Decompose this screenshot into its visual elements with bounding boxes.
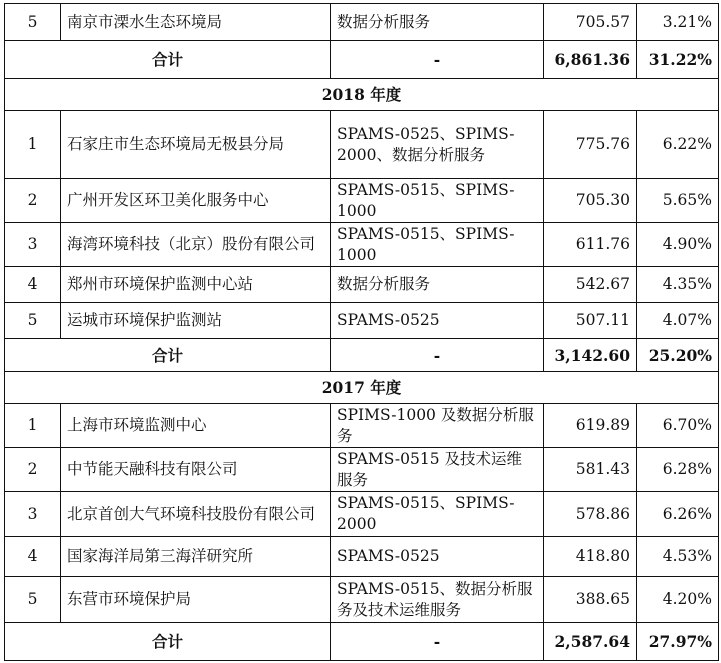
sales-ratio: 5.65% <box>637 179 719 223</box>
total-content: - <box>331 339 544 372</box>
table-row <box>5 537 719 577</box>
sales-amount: 418.80 <box>544 537 637 577</box>
row-number: 4 <box>5 267 61 303</box>
sales-amount: 507.11 <box>544 303 637 339</box>
sales-content: 数据分析服务 <box>331 267 544 303</box>
row-number: 5 <box>5 577 61 623</box>
sales-content: SPAMS-0515、SPIMS-1000 <box>331 223 544 267</box>
customer-sales-table <box>4 3 719 661</box>
year-header-row <box>5 372 719 404</box>
customer-name: 上海市环境监测中心 <box>61 404 331 448</box>
sales-ratio: 6.26% <box>637 492 719 537</box>
sales-ratio: 6.70% <box>637 404 719 448</box>
total-content: - <box>331 623 544 661</box>
table-row <box>5 448 719 492</box>
total-label: 合计 <box>5 41 331 79</box>
sales-ratio: 4.53% <box>637 537 719 577</box>
sales-content: SPAMS-0515、SPIMS-1000 <box>331 179 544 223</box>
sales-content: 数据分析服务 <box>331 4 544 41</box>
sales-amount: 619.89 <box>544 404 637 448</box>
sales-content: SPAMS-0525、SPIMS-2000、数据分析服务 <box>331 111 544 179</box>
total-label: 合计 <box>5 623 331 661</box>
sales-ratio: 6.28% <box>637 448 719 492</box>
table-row <box>5 303 719 339</box>
sales-ratio: 4.35% <box>637 267 719 303</box>
sales-amount: 578.86 <box>544 492 637 537</box>
total-ratio: 25.20% <box>637 339 719 372</box>
table-row <box>5 267 719 303</box>
sales-content: SPIMS-1000 及数据分析服务 <box>331 404 544 448</box>
row-number: 5 <box>5 4 61 41</box>
customer-name: 北京首创大气环境科技股份有限公司 <box>61 492 331 537</box>
sales-amount: 611.76 <box>544 223 637 267</box>
sales-ratio: 3.21% <box>637 4 719 41</box>
total-amount: 2,587.64 <box>544 623 637 661</box>
sales-content: SPAMS-0515 及技术运维服务 <box>331 448 544 492</box>
table-row <box>5 179 719 223</box>
sales-amount: 581.43 <box>544 448 637 492</box>
row-number: 4 <box>5 537 61 577</box>
row-number: 3 <box>5 223 61 267</box>
customer-name: 南京市溧水生态环境局 <box>61 4 331 41</box>
total-label: 合计 <box>5 339 331 372</box>
row-number: 3 <box>5 492 61 537</box>
sales-amount: 775.76 <box>544 111 637 179</box>
sales-content: SPAMS-0525 <box>331 537 544 577</box>
year-label: 2017 年度 <box>5 372 719 404</box>
customer-name: 海湾环境科技（北京）股份有限公司 <box>61 223 331 267</box>
sales-amount: 388.65 <box>544 577 637 623</box>
total-amount: 3,142.60 <box>544 339 637 372</box>
total-amount: 6,861.36 <box>544 41 637 79</box>
sales-amount: 705.30 <box>544 179 637 223</box>
table-row <box>5 492 719 537</box>
total-row <box>5 339 719 372</box>
total-ratio: 27.97% <box>637 623 719 661</box>
sales-amount: 705.57 <box>544 4 637 41</box>
customer-name: 中节能天融科技有限公司 <box>61 448 331 492</box>
sales-ratio: 4.20% <box>637 577 719 623</box>
customer-name: 东营市环境保护局 <box>61 577 331 623</box>
row-number: 1 <box>5 404 61 448</box>
customer-name: 广州开发区环卫美化服务中心 <box>61 179 331 223</box>
customer-name: 石家庄市生态环境局无极县分局 <box>61 111 331 179</box>
sales-content: SPAMS-0515、数据分析服务及技术运维服务 <box>331 577 544 623</box>
table-row <box>5 111 719 179</box>
row-number: 2 <box>5 448 61 492</box>
total-ratio: 31.22% <box>637 41 719 79</box>
row-number: 2 <box>5 179 61 223</box>
customer-name: 国家海洋局第三海洋研究所 <box>61 537 331 577</box>
table-row <box>5 4 719 41</box>
table-row <box>5 577 719 623</box>
sales-content: SPAMS-0515、SPIMS-2000 <box>331 492 544 537</box>
sales-ratio: 4.07% <box>637 303 719 339</box>
year-label: 2018 年度 <box>5 79 719 111</box>
customer-name: 运城市环境保护监测站 <box>61 303 331 339</box>
customer-name: 郑州市环境保护监测中心站 <box>61 267 331 303</box>
sales-ratio: 4.90% <box>637 223 719 267</box>
total-row <box>5 623 719 661</box>
row-number: 1 <box>5 111 61 179</box>
row-number: 5 <box>5 303 61 339</box>
sales-amount: 542.67 <box>544 267 637 303</box>
table-row <box>5 223 719 267</box>
sales-ratio: 6.22% <box>637 111 719 179</box>
total-row <box>5 41 719 79</box>
sales-content: SPAMS-0525 <box>331 303 544 339</box>
table-row <box>5 404 719 448</box>
year-header-row <box>5 79 719 111</box>
total-content: - <box>331 41 544 79</box>
